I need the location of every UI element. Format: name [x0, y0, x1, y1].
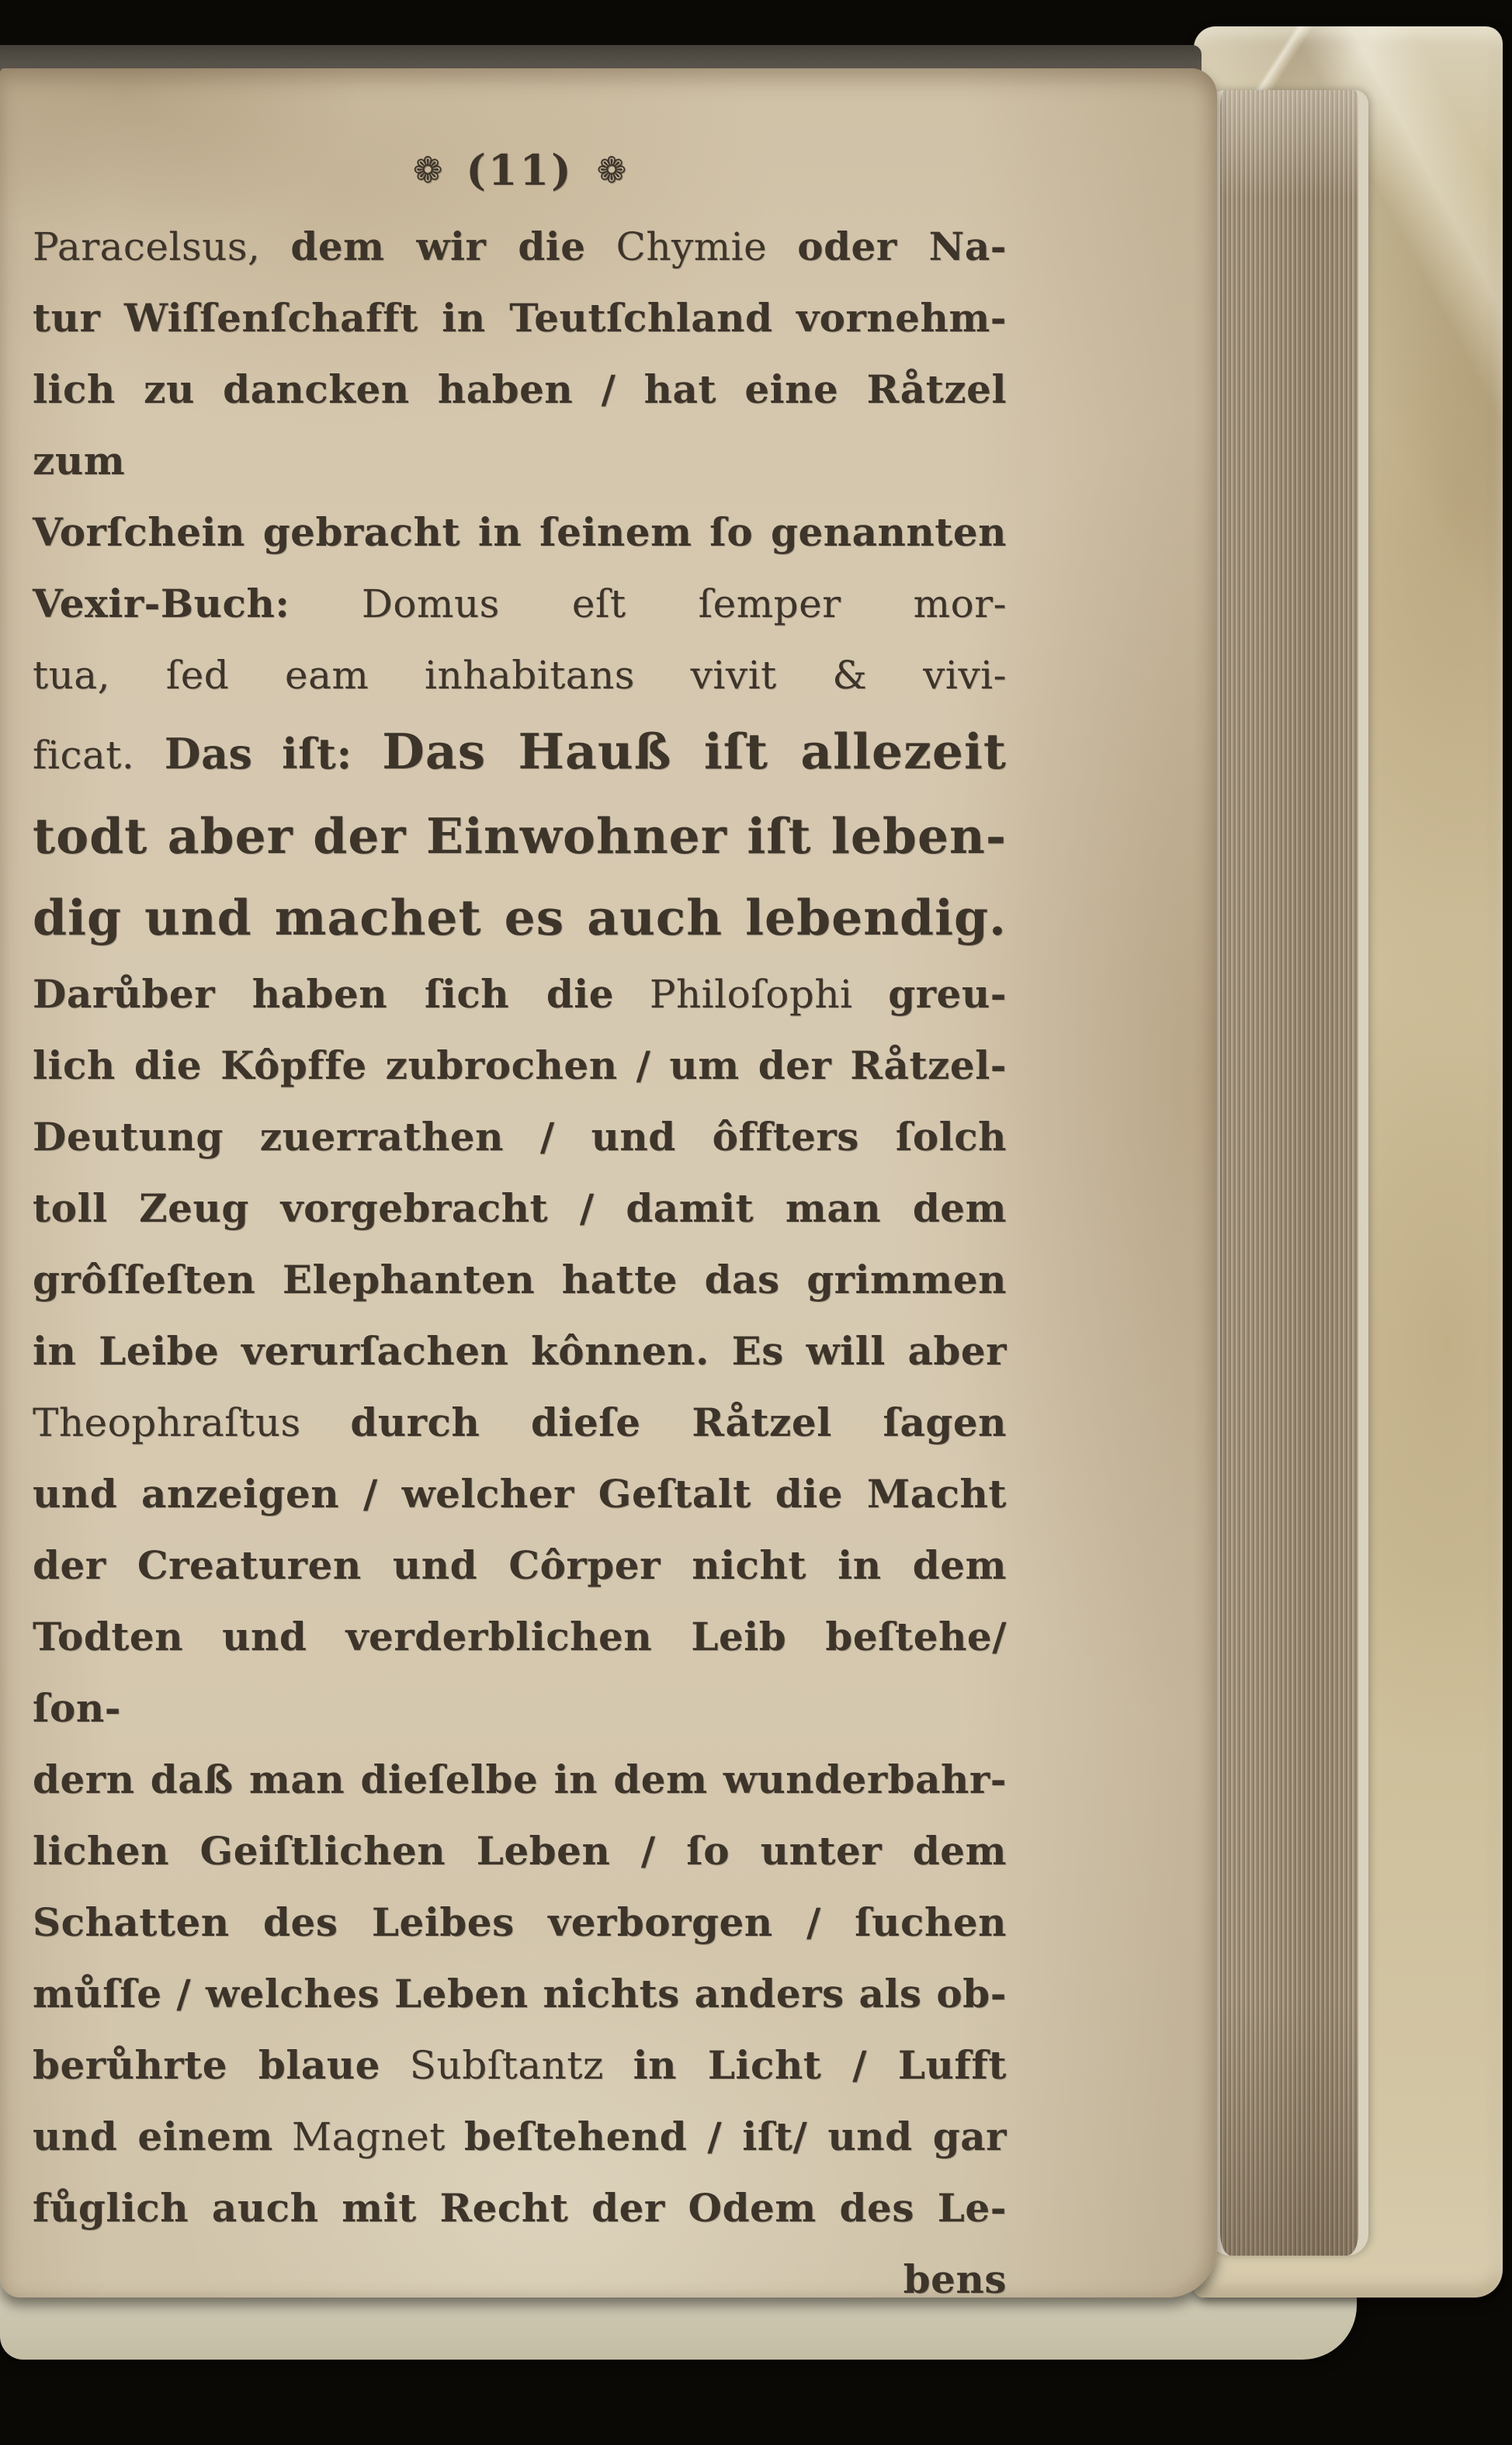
fraktur-text: dig und machet es auch lebendig.	[33, 889, 1007, 946]
fraktur-text: und anzeigen / welcher Geſtalt die Macht	[33, 1471, 1007, 1517]
fraktur-text: durch dieſe Råtzel ſagen	[350, 1399, 1007, 1445]
antiqua-text: tua, ſed eam inhabitans vivit & vivi-	[33, 653, 1007, 698]
text-line	[33, 1887, 1007, 1958]
fore-edge-page-block	[1208, 90, 1368, 2256]
fraktur-med-text: Das iſt:	[164, 729, 352, 779]
text-line	[33, 1101, 1007, 1173]
fraktur-text: in Licht / Lufft	[633, 2042, 1007, 2088]
fraktur-text: Vorſchein gebracht in ſeinem ſo genannten	[33, 509, 1007, 555]
text-line	[33, 711, 1007, 796]
text-line	[33, 1173, 1007, 1244]
book-page	[0, 68, 1217, 2302]
text-line	[33, 283, 1007, 354]
fraktur-text: in Leibe verurſachen kônnen. Es will aber	[33, 1328, 1007, 1374]
fraktur-text: berůhrte blaue	[33, 2042, 380, 2088]
text-line	[33, 796, 1007, 877]
text-block	[33, 211, 1007, 2315]
text-line	[33, 2101, 1007, 2173]
fraktur-text: tur Wiſſenſchafft in Teutſchland vornehm-	[33, 295, 1007, 341]
text-line	[33, 211, 1007, 283]
text-line	[33, 959, 1007, 1030]
antiqua-text: Domus eſt ſemper mor-	[361, 581, 1007, 626]
text-line	[33, 1744, 1007, 1816]
antiqua-text: Subſtantz	[409, 2043, 604, 2088]
fraktur-text: lichen Geiſtlichen Leben / ſo unter dem	[33, 1828, 1007, 1874]
fraktur-text: můſſe / welches Leben nichts anders als ob-	[33, 1971, 1007, 2017]
text-line	[33, 1601, 1007, 1744]
text-line	[33, 1816, 1007, 1887]
fraktur-text: beſtehend / iſt/ und gar	[464, 2114, 1007, 2159]
fraktur-text: dem wir die	[290, 224, 586, 269]
antiqua-text: ficat.	[33, 733, 135, 778]
antiqua-text: Theophraſtus	[33, 1400, 301, 1445]
page-header	[33, 143, 1007, 197]
antiqua-text: Magnet	[291, 2114, 446, 2159]
text-line	[33, 354, 1007, 497]
text-line	[33, 640, 1007, 711]
antiqua-text: Paracelsus,	[33, 224, 261, 269]
text-line	[33, 1244, 1007, 1316]
text-line	[33, 2173, 1007, 2244]
text-line	[33, 497, 1007, 568]
fraktur-text: Schatten des Leibes verborgen / ſuchen	[33, 1899, 1007, 1945]
fraktur-text: dern daß man dieſelbe in dem wunderbahr-	[33, 1757, 1007, 1802]
fraktur-text: oder Na-	[797, 224, 1007, 269]
fraktur-text: lich die Kôpffe zubrochen / um der Råtzel-	[33, 1042, 1007, 1088]
text-line	[33, 2030, 1007, 2101]
fraktur-text: toll Zeug vorgebracht / damit man dem	[33, 1185, 1007, 1231]
fraktur-text: lich zu dancken haben / hat eine Råtzel zum	[33, 366, 1007, 484]
fraktur-text: der Creaturen und Côrper nicht in dem	[33, 1542, 1007, 1588]
fraktur-text: bens	[903, 2256, 1007, 2302]
fraktur-text: todt aber der Einwohner iſt leben-	[33, 807, 1007, 865]
fraktur-text: Deutung zuerrathen / und ôffters ſolch	[33, 1114, 1007, 1160]
antiqua-text: Chymie	[616, 224, 768, 269]
antiqua-text: Philoſophi	[649, 972, 853, 1017]
fraktur-text: greu-	[888, 971, 1007, 1017]
text-line	[33, 1958, 1007, 2030]
fraktur-text: grôſſeſten Elephanten hatte das grimmen	[33, 1257, 1007, 1302]
fraktur-text: und einem	[33, 2114, 273, 2159]
fraktur-big-text: Das Hauß iſt allezeit	[382, 723, 1007, 780]
text-line	[33, 877, 1007, 959]
rosette-ornament-icon: ❁	[596, 149, 627, 191]
page-number: (11)	[466, 145, 574, 195]
fraktur-text: Darůber haben ſich die	[33, 971, 615, 1017]
text-line	[33, 1316, 1007, 1387]
text-line	[33, 2244, 1007, 2315]
fraktur-text: Vexir-Buch:	[33, 581, 290, 626]
text-line	[33, 1030, 1007, 1101]
text-line	[33, 1458, 1007, 1530]
text-line	[33, 568, 1007, 640]
text-line	[33, 1387, 1007, 1458]
rosette-ornament-icon: ❁	[412, 149, 443, 191]
fraktur-text: fůglich auch mit Recht der Odem des Le-	[33, 2185, 1007, 2231]
text-line	[33, 1530, 1007, 1601]
fraktur-text: Todten und verderblichen Leib beſtehe/ ſon-	[33, 1614, 1007, 1731]
